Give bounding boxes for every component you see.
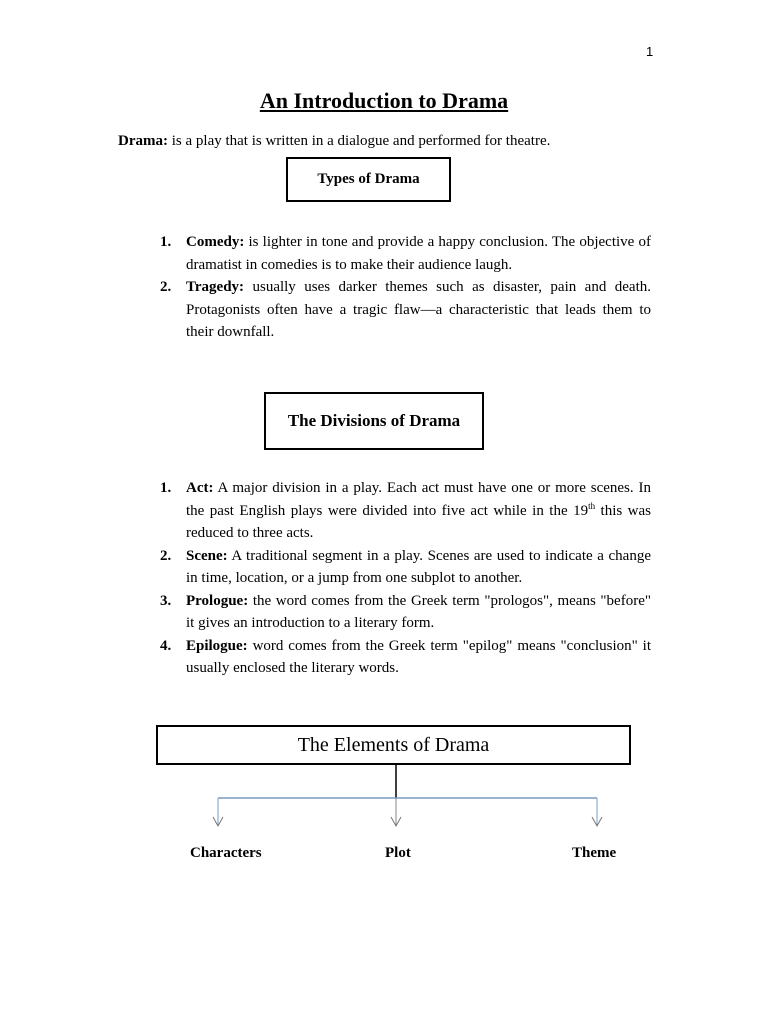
list-term: Epilogue: [186, 637, 248, 654]
list-text: usually uses darker themes such as disaster, pain and death. Protagonists often have a tragic flaw—a characteristic that leads them to their downfall. [186, 279, 651, 340]
elements-tree-diagram [0, 765, 768, 835]
list-number: 4. [160, 637, 172, 654]
list-term: Comedy: [186, 234, 245, 250]
list-number: 1. [160, 234, 172, 250]
list-term: Prologue: [186, 592, 249, 609]
list-superscript: th [588, 500, 596, 511]
drama-definition [118, 133, 550, 150]
list-item [160, 545, 651, 590]
list-item [160, 276, 651, 344]
divisions-of-drama-heading: The Divisions of Drama [264, 392, 484, 450]
list-text: word comes from the Greek term "epilog" means "conclusion" it usually enclosed the literary words. [186, 637, 651, 676]
list-number: 2. [160, 279, 172, 295]
arrow-down-icon [391, 798, 401, 826]
types-of-drama-heading: Types of Drama [286, 157, 451, 202]
list-term: Act: [186, 480, 214, 496]
list-text: is lighter in tone and provide a happy conclusion. The objective of dramatist in comedies is to make their audience laugh. [186, 234, 651, 273]
list-number: 1. [160, 480, 172, 496]
list-item [160, 635, 651, 680]
list-term: Tragedy: [186, 279, 245, 295]
page-number: 1 [646, 44, 654, 59]
definition-text: is a play that is written in a dialogue and performed for theatre. [167, 133, 551, 149]
list-text: A major division in a play. Each act must have one or more scenes. In the past English plays were divided into five act while in the 19 [186, 480, 651, 519]
element-characters: Characters [190, 845, 262, 861]
list-item [160, 231, 651, 276]
types-list [160, 231, 651, 344]
definition-term: Drama: [118, 133, 168, 149]
list-number: 2. [160, 547, 172, 564]
list-text: A traditional segment in a play. Scenes are used to indicate a change in time, location, or a jump from one subplot to another. [186, 547, 651, 586]
arrow-down-icon [592, 798, 602, 826]
arrow-down-icon [213, 798, 223, 826]
list-number: 3. [160, 592, 172, 609]
list-term: Scene: [186, 547, 228, 564]
list-item [160, 477, 651, 545]
page-title: An Introduction to Drama [259, 88, 509, 113]
element-theme: Theme [572, 845, 617, 861]
elements-of-drama-heading: The Elements of Drama [156, 725, 631, 765]
divisions-list [160, 477, 651, 680]
element-plot: Plot [385, 845, 411, 861]
list-text: the word comes from the Greek term "prologos", means "before" it gives an introduction to a literary form. [186, 592, 651, 631]
list-item [160, 590, 651, 635]
list-text-after: this was reduced to three acts. [186, 502, 652, 541]
